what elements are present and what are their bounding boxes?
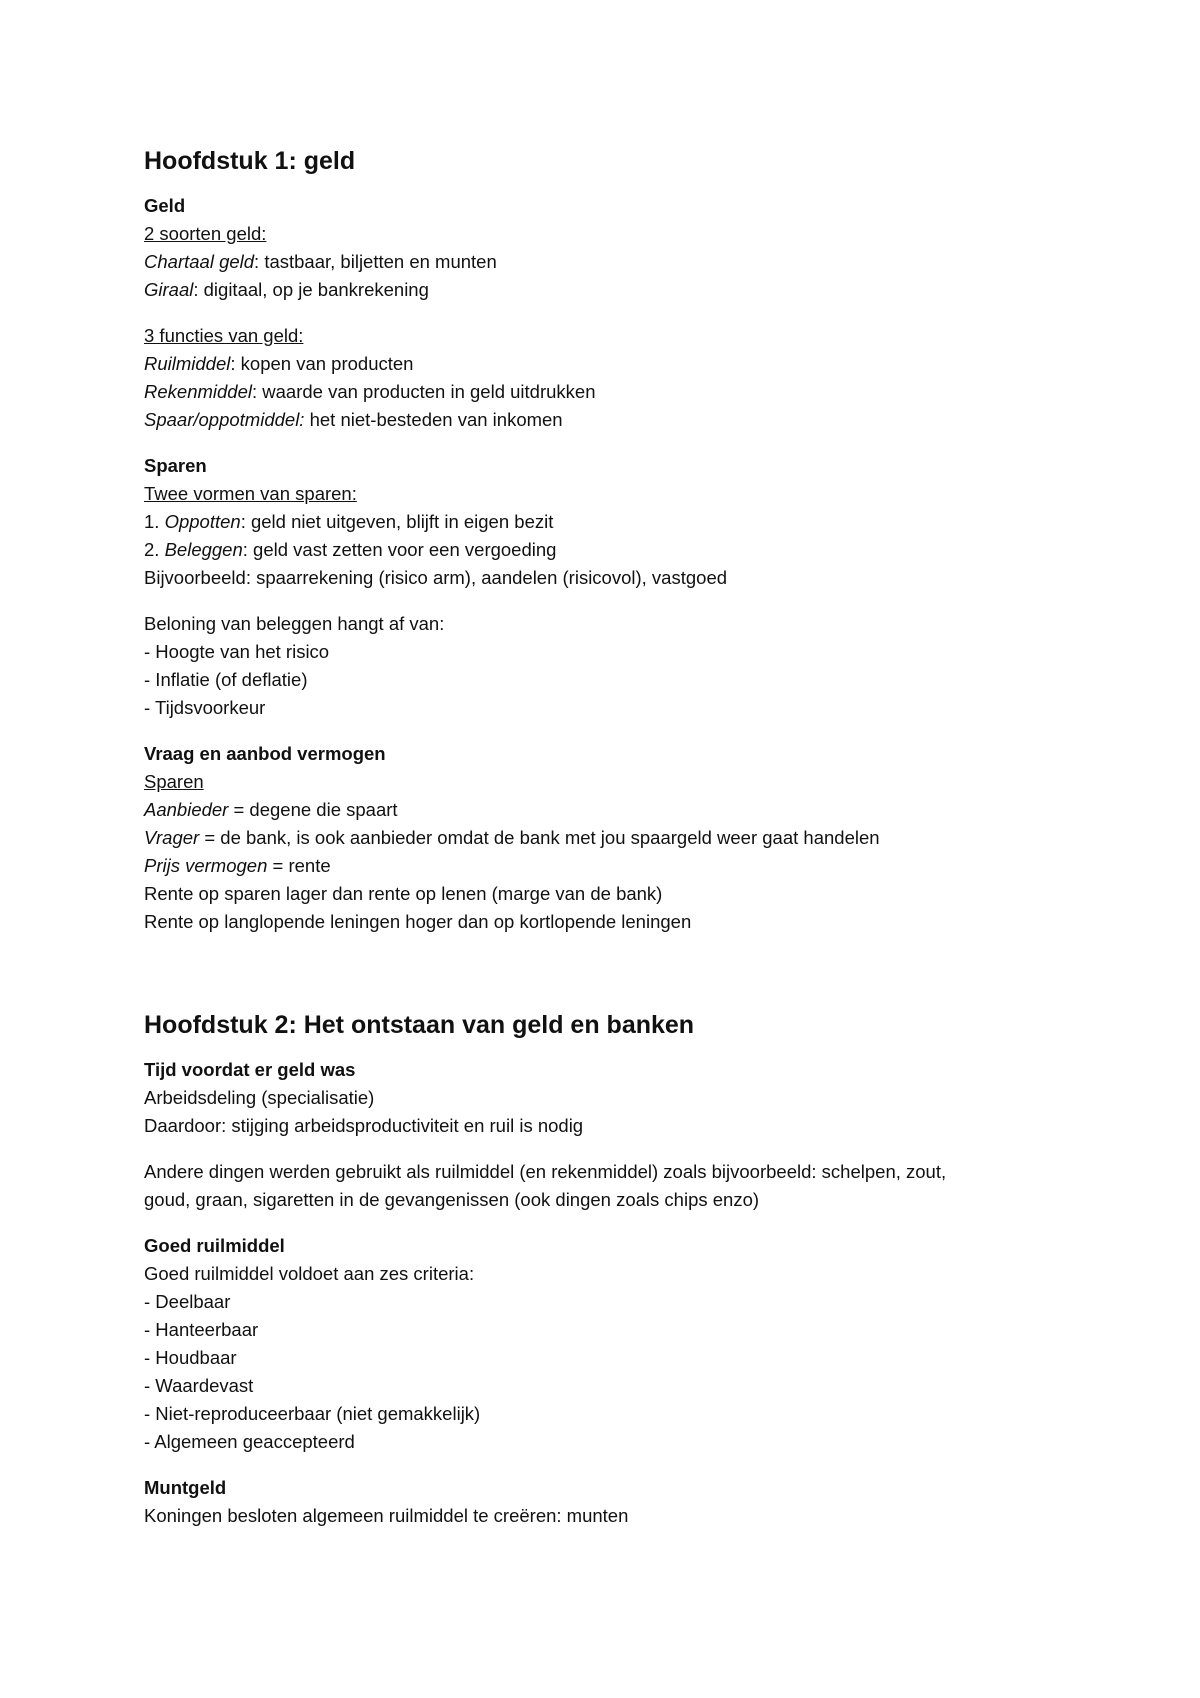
definition: : tastbaar, biljetten en munten xyxy=(254,251,497,272)
numbered-item xyxy=(144,536,1064,564)
text-line: Bijvoorbeeld: spaarrekening (risico arm), aandelen (risicovol), vastgoed xyxy=(144,567,728,588)
term: Beleggen xyxy=(164,539,243,560)
subheading: 3 functies van geld: xyxy=(144,325,304,346)
subheading-line xyxy=(144,480,1064,508)
text-line: Koningen besloten algemeen ruilmiddel te creëren: munten xyxy=(144,1505,629,1526)
list-item: - Hoogte van het risico xyxy=(144,641,330,662)
text-line: Goed ruilmiddel voldoet aan zes criteria: xyxy=(144,1263,475,1284)
definition-line xyxy=(144,824,1064,852)
section-heading: Geld xyxy=(144,195,186,216)
definition: = rente xyxy=(267,855,331,876)
section-vraag-aanbod xyxy=(144,740,1064,936)
list-item: - Hanteerbaar xyxy=(144,1319,259,1340)
subheading: Sparen xyxy=(144,771,204,792)
chapter-2-title: Hoofdstuk 2: Het ontstaan van geld en banken xyxy=(144,1011,695,1039)
definition: : geld vast zetten voor een vergoeding xyxy=(242,539,557,560)
definition-line xyxy=(144,406,1064,434)
definition-line xyxy=(144,852,1064,880)
section-heading: Sparen xyxy=(144,455,207,476)
definition: : kopen van producten xyxy=(230,353,414,374)
term: Chartaal geld xyxy=(144,251,255,272)
list-item: - Tijdsvoorkeur xyxy=(144,697,266,718)
section-geld xyxy=(144,192,1064,304)
list-item: - Deelbaar xyxy=(144,1291,231,1312)
definition-line xyxy=(144,796,1064,824)
definition: = degene die spaart xyxy=(228,799,398,820)
text-line: Rente op langlopende leningen hoger dan op kortlopende leningen xyxy=(144,911,692,932)
term: Oppotten xyxy=(164,511,241,532)
list-item: - Inflatie (of deflatie) xyxy=(144,669,308,690)
text-line: Daardoor: stijging arbeidsproductiviteit en ruil is nodig xyxy=(144,1115,584,1136)
text-line: Rente op sparen lager dan rente op lenen (marge van de bank) xyxy=(144,883,663,904)
term: Aanbieder xyxy=(144,799,229,820)
definition: : geld niet uitgeven, blijft in eigen bezit xyxy=(240,511,554,532)
section-goed-ruilmiddel xyxy=(144,1232,1064,1456)
definition-line xyxy=(144,378,1064,406)
section-beloning xyxy=(144,610,1064,722)
item-number: 1. xyxy=(144,511,165,532)
definition: het niet-besteden van inkomen xyxy=(304,409,563,430)
section-sparen xyxy=(144,452,1064,592)
definition-line xyxy=(144,350,1064,378)
list-item: - Algemeen geaccepteerd xyxy=(144,1431,355,1452)
section-muntgeld xyxy=(144,1474,1064,1530)
section-heading: Tijd voordat er geld was xyxy=(144,1059,356,1080)
term: Spaar/oppotmiddel: xyxy=(144,409,305,430)
section-heading: Vraag en aanbod vermogen xyxy=(144,743,386,764)
chapter-1-title: Hoofdstuk 1: geld xyxy=(144,147,356,175)
term: Ruilmiddel xyxy=(144,353,231,374)
definition: = de bank, is ook aanbieder omdat de bank met jou spaargeld weer gaat handelen xyxy=(199,827,880,848)
section-heading: Goed ruilmiddel xyxy=(144,1235,285,1256)
term: Prijs vermogen xyxy=(144,855,268,876)
section-functies xyxy=(144,322,1064,434)
text-line: goud, graan, sigaretten in de gevangenissen (ook dingen zoals chips enzo) xyxy=(144,1189,760,1210)
subheading: 2 soorten geld: xyxy=(144,223,267,244)
term: Giraal xyxy=(144,279,194,300)
section-andere xyxy=(144,1158,1064,1214)
subheading: Twee vormen van sparen: xyxy=(144,483,357,504)
text-line: Arbeidsdeling (specialisatie) xyxy=(144,1087,375,1108)
term: Rekenmiddel xyxy=(144,381,252,402)
section-heading: Muntgeld xyxy=(144,1477,227,1498)
definition: : waarde van producten in geld uitdrukken xyxy=(251,381,596,402)
list-item: - Waardevast xyxy=(144,1375,254,1396)
section-tijd xyxy=(144,1056,1064,1140)
definition: : digitaal, op je bankrekening xyxy=(193,279,429,300)
text-line: Andere dingen werden gebruikt als ruilmiddel (en rekenmiddel) zoals bijvoorbeeld: schelpen, zout, xyxy=(144,1161,947,1182)
subheading-line xyxy=(144,322,1064,350)
numbered-item xyxy=(144,508,1064,536)
definition-line xyxy=(144,248,1064,276)
document-body xyxy=(144,144,1064,1548)
text-line: Beloning van beleggen hangt af van: xyxy=(144,613,445,634)
list-item: - Houdbaar xyxy=(144,1347,237,1368)
subheading-line xyxy=(144,220,1064,248)
subheading-line xyxy=(144,768,1064,796)
definition-line xyxy=(144,276,1064,304)
list-item: - Niet-reproduceerbaar (niet gemakkelijk) xyxy=(144,1403,481,1424)
item-number: 2. xyxy=(144,539,165,560)
term: Vrager xyxy=(144,827,200,848)
